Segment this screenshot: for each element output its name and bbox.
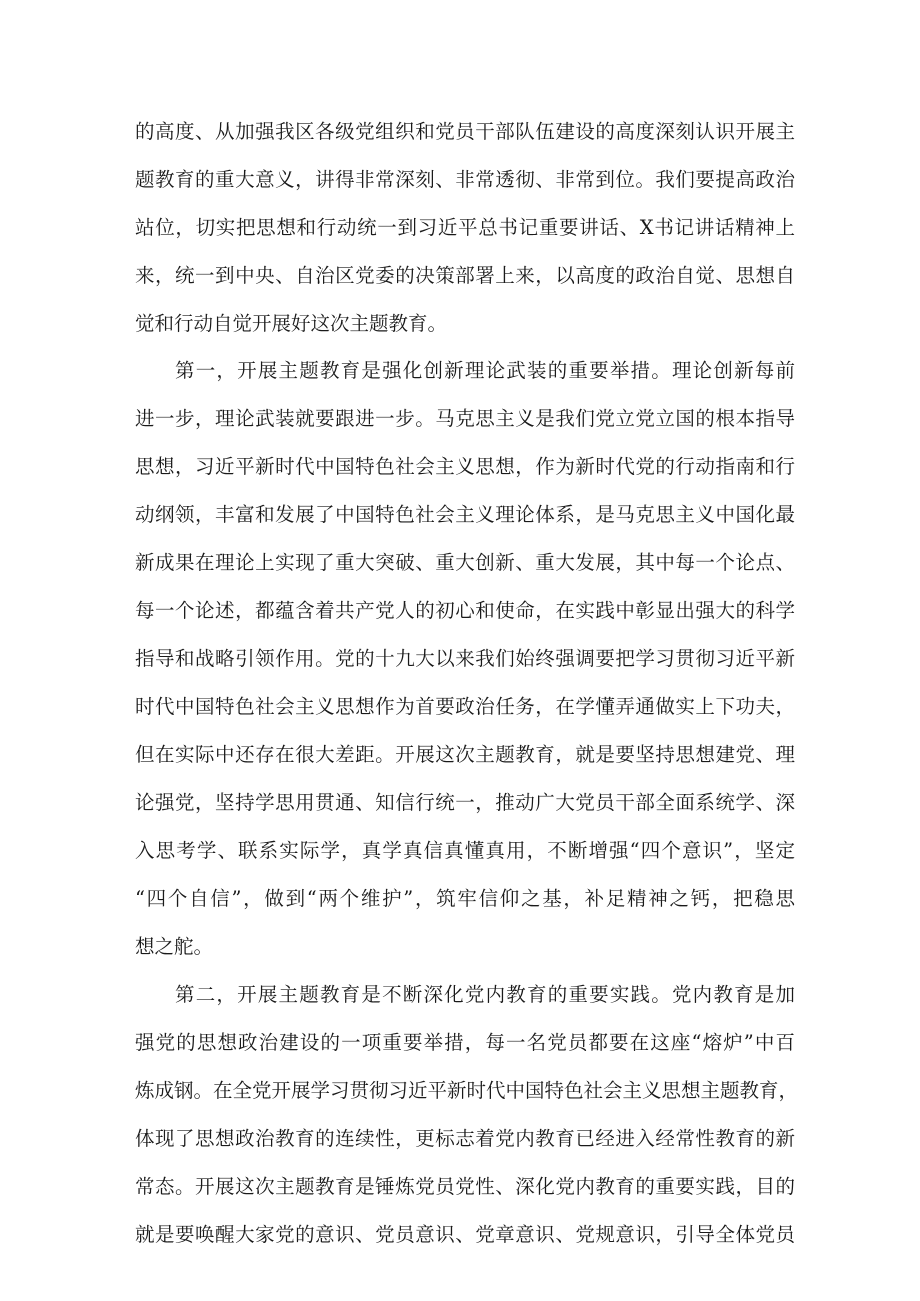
text-line: 想之舵。 bbox=[135, 935, 214, 958]
text-line: 新成果在理论上实现了重大突破、重大创新、重大发展，其中每一个论点、 bbox=[135, 551, 795, 574]
text-line: 论强党，坚持学思用贯通、知信行统一，推动广大党员干部全面系统学、深 bbox=[135, 791, 795, 814]
text-line: 入思考学、联系实际学，真学真信真懂真用，不断增强“四个意识”，坚定 bbox=[135, 839, 795, 862]
text-line: 的高度、从加强我区各级党组织和党员干部队伍建设的高度深刻认识开展主 bbox=[135, 120, 795, 143]
text-line: 强党的思想政治建设的一项重要举措，每一名党员都要在这座“熔炉”中百 bbox=[135, 1031, 795, 1054]
text-line: 觉和行动自觉开展好这次主题教育。 bbox=[135, 312, 448, 335]
text-line: 指导和战略引领作用。党的十九大以来我们始终强调要把学习贯彻习近平新 bbox=[135, 647, 795, 670]
text-line: 题教育的重大意义，讲得非常深刻、非常透彻、非常到位。我们要提高政治 bbox=[135, 168, 795, 191]
text-line: 常态。开展这次主题教育是锤炼党员党性、深化党内教育的重要实践，目的 bbox=[135, 1175, 795, 1198]
text-line: 进一步，理论武装就要跟进一步。马克思主义是我们党立党立国的根本指导 bbox=[135, 407, 795, 430]
text-line: 第二，开展主题教育是不断深化党内教育的重要实践。党内教育是加 bbox=[175, 983, 795, 1006]
text-line: 第一，开展主题教育是强化创新理论武装的重要举措。理论创新每前 bbox=[175, 359, 795, 382]
text-line: 思想，习近平新时代中国特色社会主义思想，作为新时代党的行动指南和行 bbox=[135, 455, 795, 478]
text-line: 时代中国特色社会主义思想作为首要政治任务，在学懂弄通做实上下功夫， bbox=[135, 695, 795, 718]
text-line: “四个自信”，做到“两个维护”，筑牢信仰之基，补足精神之钙，把稳思 bbox=[135, 887, 795, 910]
text-line: 就是要唤醒大家党的意识、党员意识、党章意识、党规意识，引导全体党员 bbox=[135, 1223, 795, 1246]
text-line: 但在实际中还存在很大差距。开展这次主题教育，就是要坚持思想建党、理 bbox=[135, 743, 795, 766]
text-line: 每一个论述，都蕴含着共产党人的初心和使命，在实践中彰显出强大的科学 bbox=[135, 599, 795, 622]
text-line: 来，统一到中央、自治区党委的决策部署上来，以高度的政治自觉、思想自 bbox=[135, 264, 795, 287]
text-line: 站位，切实把思想和行动统一到习近平总书记重要讲话、X书记讲话精神上 bbox=[135, 216, 795, 239]
text-line: 炼成钢。在全党开展学习贯彻习近平新时代中国特色社会主义思想主题教育， bbox=[135, 1079, 799, 1102]
text-line: 体现了思想政治教育的连续性，更标志着党内教育已经进入经常性教育的新 bbox=[135, 1127, 795, 1150]
text-line: 动纲领，丰富和发展了中国特色社会主义理论体系，是马克思主义中国化最 bbox=[135, 503, 795, 526]
